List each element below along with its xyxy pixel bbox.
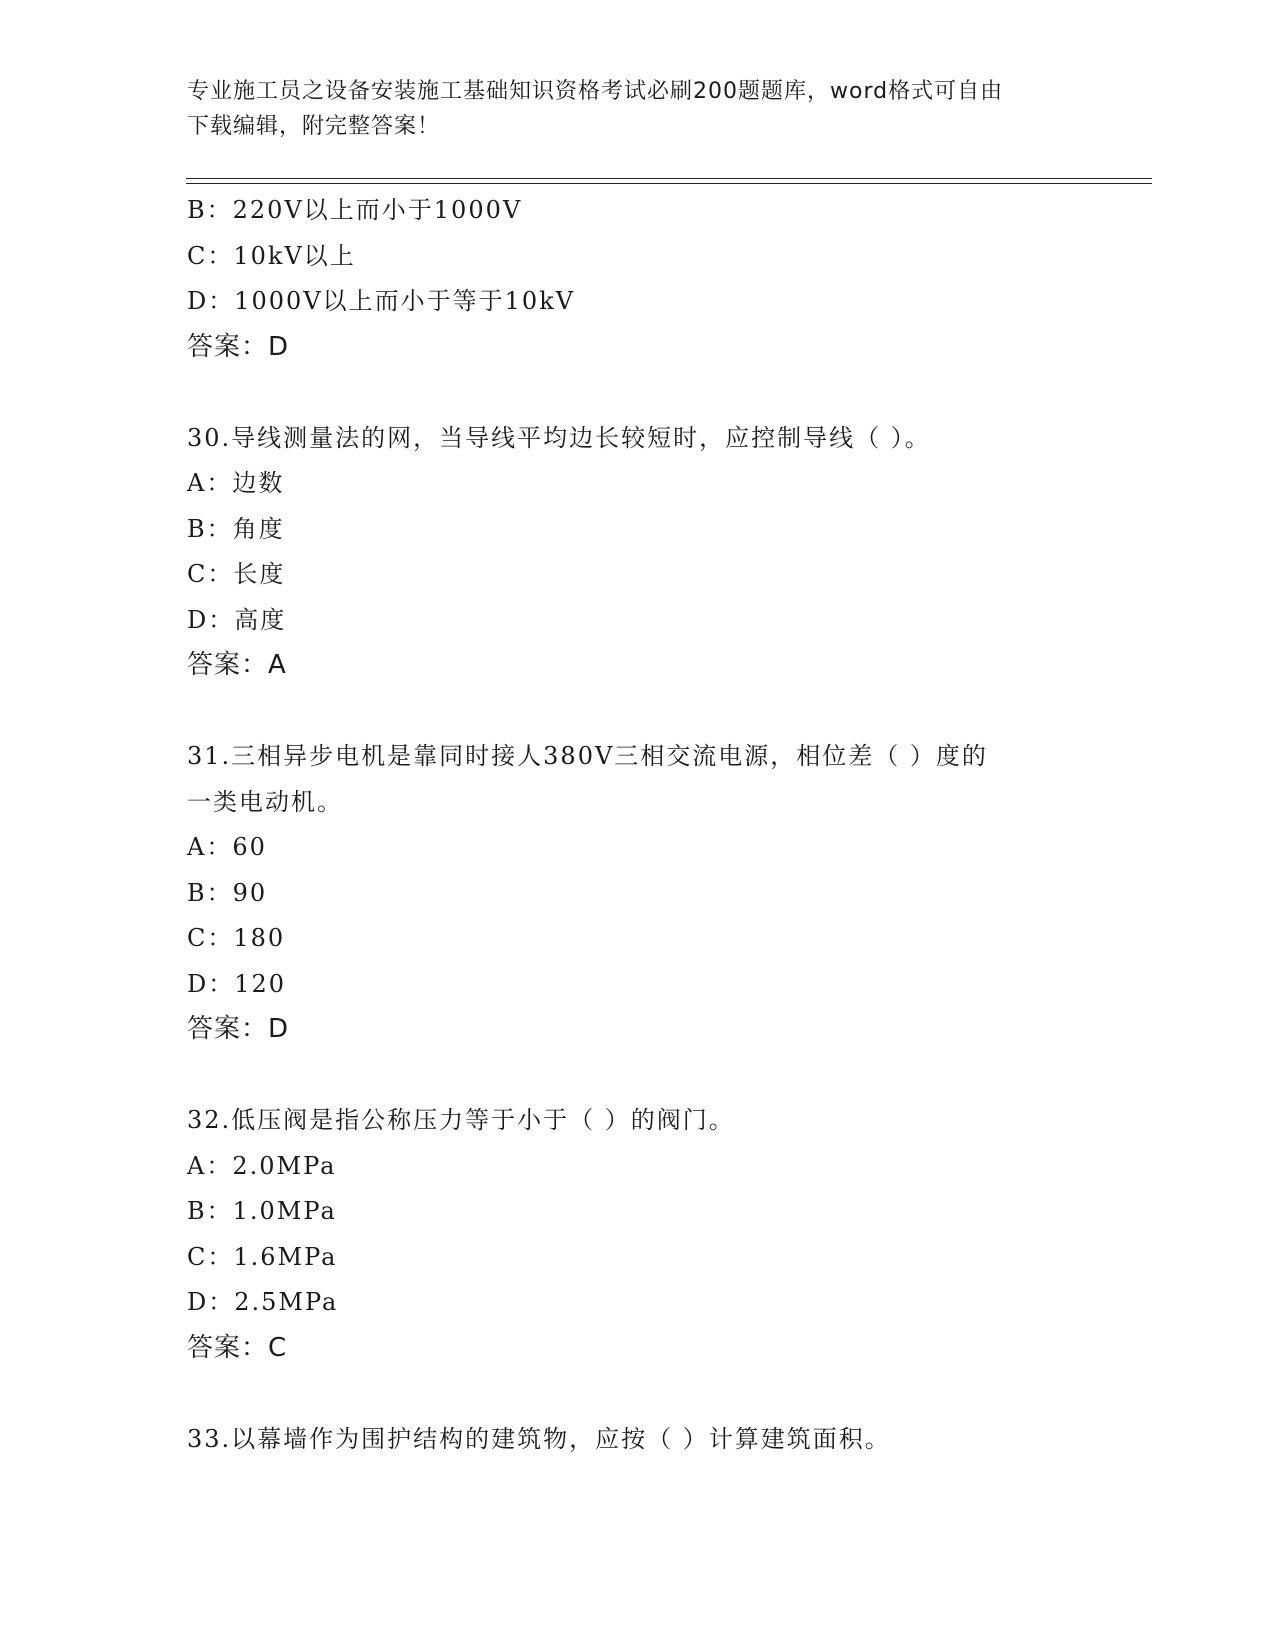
answer-text: 答案：C (187, 1332, 288, 1363)
option-a: A：60 (187, 833, 267, 861)
option-b: B：90 (187, 878, 268, 907)
option-d: D：120 (187, 969, 287, 998)
option-b: B：1.0MPa (187, 1197, 337, 1225)
option-c: C：10kV以上 (187, 241, 356, 270)
option-c: C：180 (187, 924, 286, 952)
answer-text: 答案：D (187, 331, 290, 362)
question-30 (187, 416, 1087, 689)
question-31 (187, 734, 1087, 1053)
spacer (187, 370, 1087, 416)
option-a: A：2.0MPa (187, 1151, 337, 1180)
spacer (187, 1053, 1087, 1099)
question-text: 33.以幕墙作为围护结构的建筑物，应按（ ）计算建筑面积。 (187, 1424, 891, 1453)
spacer (187, 1371, 1087, 1417)
option-b: B：220V以上而小于1000V (187, 196, 523, 224)
option-d: D：1000V以上而小于等于10kV (187, 287, 576, 315)
question-list (187, 188, 1087, 1462)
answer-text: 答案：A (187, 650, 287, 680)
document-header (187, 74, 1067, 144)
option-a: A：边数 (187, 469, 285, 497)
question-32 (187, 1098, 1087, 1371)
option-c: C：长度 (187, 560, 286, 588)
header-title-line-1: 专业施工员之设备安装施工基础知识资格考试必刷200题题库，word格式可自由 (187, 79, 1004, 104)
header-title-line-2: 下载编辑，附完整答案！ (187, 114, 441, 139)
header-divider-bottom (186, 183, 1152, 184)
option-d: D：2.5MPa (187, 1288, 339, 1316)
question-text: 32.低压阀是指公称压力等于小于（ ）的阀门。 (187, 1106, 735, 1134)
spacer (187, 689, 1087, 735)
option-b: B：角度 (187, 514, 285, 543)
option-d: D：高度 (187, 605, 287, 634)
question-29-partial (187, 188, 1087, 370)
answer-text: 答案：D (187, 1014, 290, 1044)
question-text-line-2: 一类电动机。 (187, 787, 343, 816)
question-33 (187, 1417, 1087, 1463)
question-text-line-1: 31.三相异步电机是靠同时接人380V三相交流电源，相位差（ ）度的 (187, 742, 988, 770)
question-text: 30.导线测量法的网，当导线平均边长较短时，应控制导线（ ）。 (187, 423, 931, 452)
header-divider-top (186, 178, 1152, 179)
option-c: C：1.6MPa (187, 1242, 338, 1271)
